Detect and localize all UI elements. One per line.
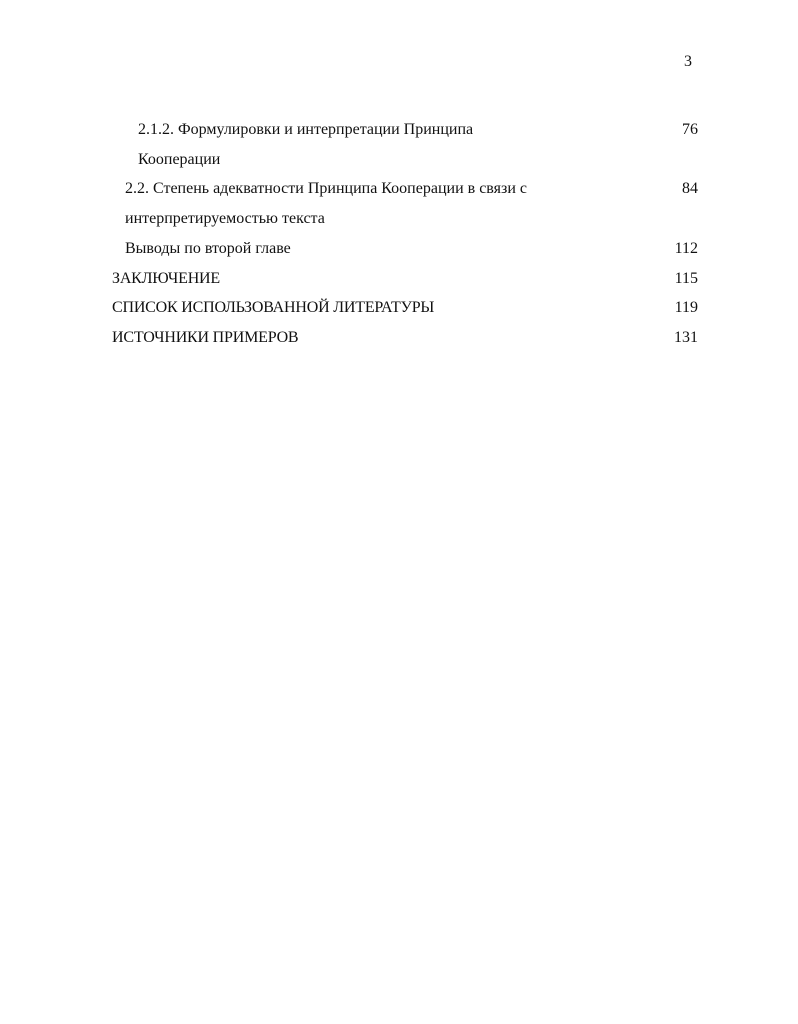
toc-entry-2-1-2-line-2: Кооперации — [138, 151, 221, 168]
toc-entry-conclusion: ЗАКЛЮЧЕНИЕ — [112, 270, 220, 287]
toc-page-chapter-2-conclusions: 112 — [674, 240, 698, 257]
page-number: 3 — [684, 53, 692, 70]
toc-entry-2-2-line-2: интерпретируемостью текста — [125, 210, 325, 227]
toc-entry-2-1-2-line-1: 2.1.2. Формулировки и интерпретации Принципа — [138, 121, 474, 138]
toc-page-conclusion: 115 — [674, 270, 698, 287]
toc-entry-references: СПИСОК ИСПОЛЬЗОВАННОЙ ЛИТЕРАТУРЫ — [112, 299, 435, 316]
toc-entry-chapter-2-conclusions: Выводы по второй главе — [125, 240, 291, 257]
toc-page-2-2: 84 — [682, 180, 698, 197]
toc-entry-2-2-line-1: 2.2. Степень адекватности Принципа Кооперации в связи с — [125, 180, 527, 197]
toc-entry-example-sources: ИСТОЧНИКИ ПРИМЕРОВ — [112, 329, 299, 346]
toc-page-2-1-2: 76 — [682, 121, 698, 138]
toc-page-example-sources: 131 — [674, 329, 698, 346]
toc-page-references: 119 — [674, 299, 698, 316]
